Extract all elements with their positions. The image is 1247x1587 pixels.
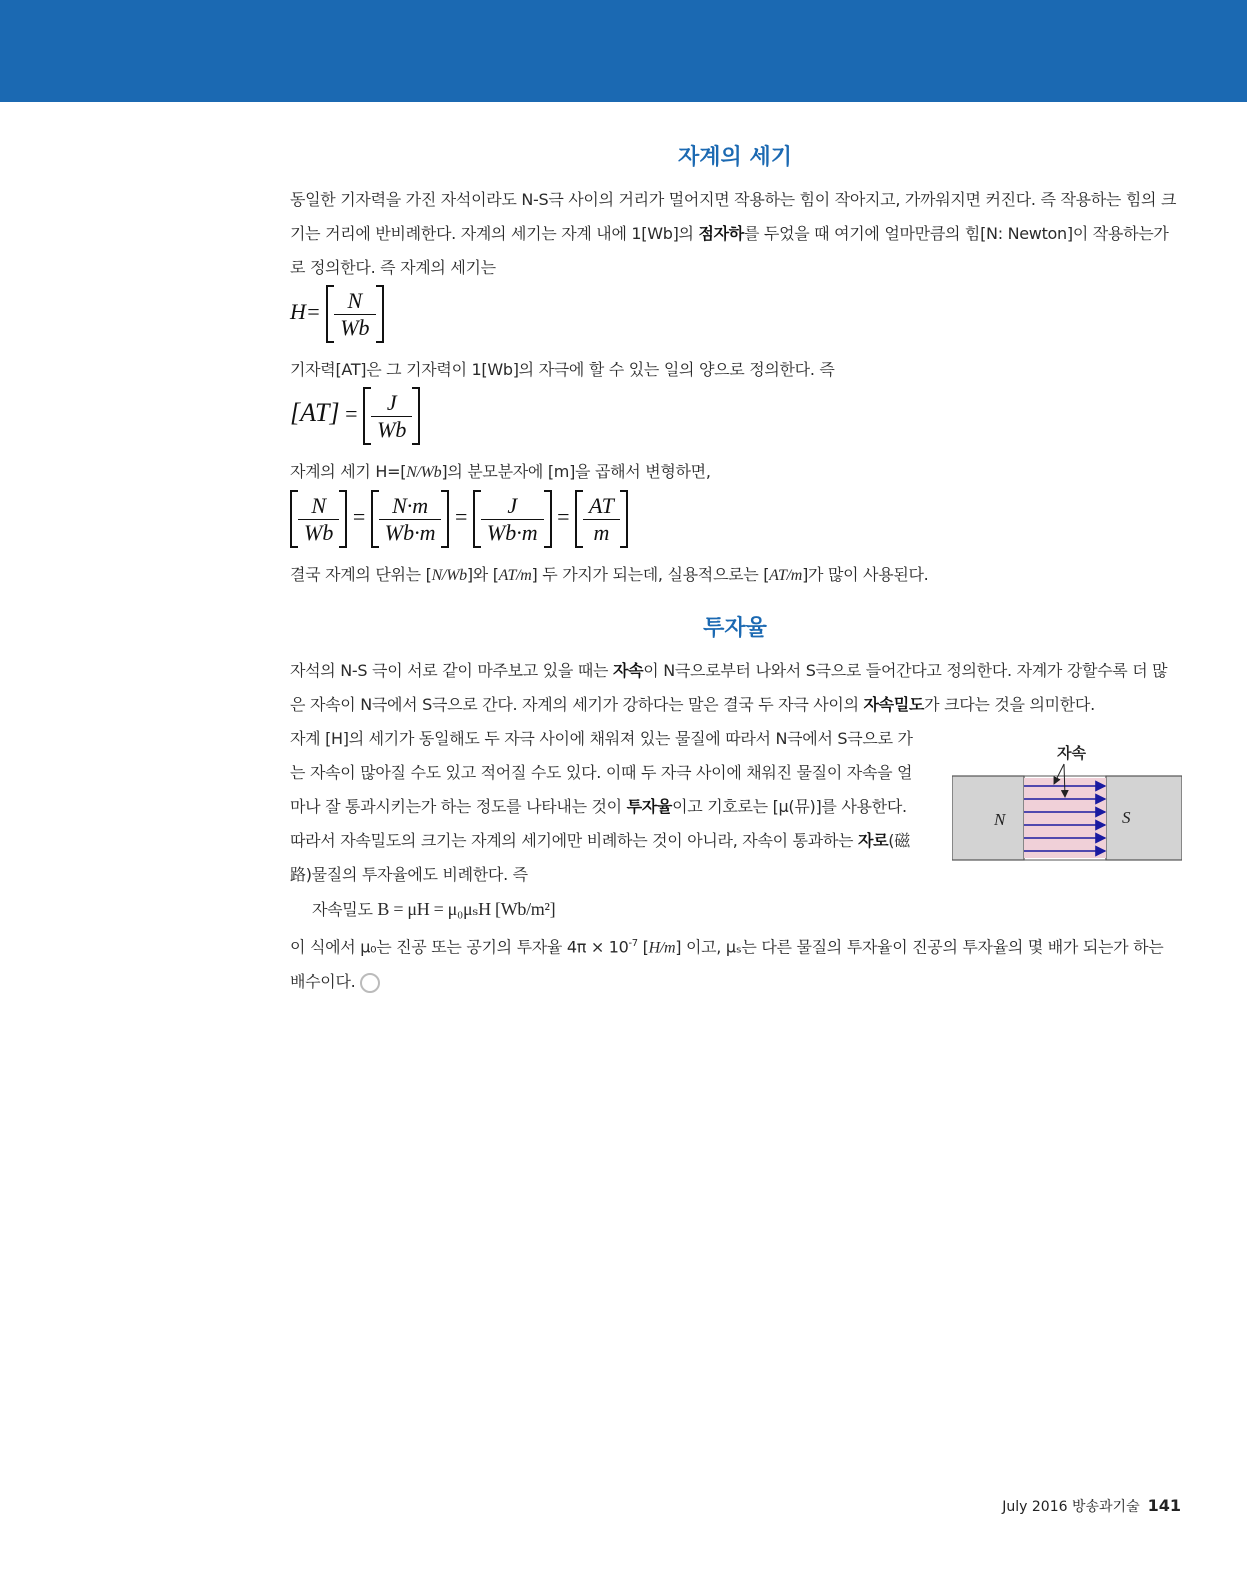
- eq-expression: B = μH = μ₀μₛH [Wb/m²]: [377, 899, 556, 919]
- fraction-3: [481, 493, 544, 546]
- section-title-field-strength: 자계의 세기: [678, 145, 792, 170]
- n-pole-label: N: [994, 810, 1006, 829]
- text: 결국 자계의 단위는 [: [290, 565, 432, 584]
- footer-text: July 2016 방송과기술: [1002, 1499, 1140, 1515]
- numerator: N·m: [379, 493, 442, 520]
- fraction-1: [298, 493, 339, 546]
- unit: AT/m: [498, 567, 532, 584]
- bold-term: 자로: [857, 831, 889, 850]
- equation-h: [290, 285, 1180, 353]
- numerator: N: [334, 288, 375, 315]
- bracket-left: [326, 285, 334, 343]
- text: 이고 기호로는 [μ(뮤)]를 사용한다. 따라서 자속밀도의 크기는 자계의 세기에만 비례하는 것이 아니라, 자속이 통과하는: [290, 797, 907, 850]
- text: ] 이고, μₛ는 다른 물질의 투자율이 진공의 투자율의 몇 배가 되는가 하는 배수이다.: [290, 937, 1164, 992]
- eq-label: 자속밀도: [312, 900, 373, 919]
- numerator: AT: [583, 493, 620, 520]
- paragraph-2: 기자력[AT]은 그 기자력이 1[Wb]의 자극에 할 수 있는 일의 양으로 정의한다. 즉: [290, 360, 835, 379]
- bracket-left: [371, 490, 379, 548]
- spacer: [290, 593, 1180, 611]
- section-title-permeability: 투자율: [703, 616, 767, 641]
- numerator: J: [371, 390, 412, 417]
- text: 동일한 기자력을 가진 자석이라도 N-S극 사이의 거리가 멀어지면 작용하는 힘이 작아지고, 가까워지면 커진다. 즉 작용하는 힘의 크기는 거리에 반비례한다. 자계의 세기는 자계 내에 1[Wb]의: [290, 190, 1177, 243]
- unit: AT/m: [769, 567, 803, 584]
- fraction: [371, 390, 412, 443]
- text: 자계의 세기 H=[: [290, 462, 407, 481]
- equation-chain: [290, 490, 1180, 558]
- at-symbol: AT: [300, 398, 330, 428]
- bracket-left: [363, 387, 371, 445]
- text: (磁路)물질의 투자율에도 비례한다. 즉: [290, 831, 910, 884]
- paragraph-4: [290, 558, 1180, 593]
- paragraph-6: [290, 722, 920, 892]
- numerator: J: [481, 493, 544, 520]
- header-bar: [0, 0, 1247, 102]
- bold-term: 자속밀도: [863, 695, 925, 714]
- equation-flux-density: [290, 892, 1180, 927]
- text: 자석의 N-S 극이 서로 같이 마주보고 있을 때는: [290, 661, 613, 680]
- bracket-right: [376, 285, 384, 343]
- article-content: [290, 140, 1180, 999]
- exponent: -7: [628, 938, 638, 949]
- bracket-left: [473, 490, 481, 548]
- equals: =: [557, 504, 570, 530]
- fraction-2: [379, 493, 442, 546]
- bracket-left: [575, 490, 583, 548]
- magnet-diagram-svg: [952, 740, 1182, 870]
- page-footer: [1002, 1496, 1181, 1516]
- text: [: [637, 937, 649, 957]
- n-pole-block: [952, 776, 1024, 860]
- unit: H/m: [648, 939, 676, 957]
- text: 가 크다는 것을 의미한다.: [924, 695, 1095, 714]
- text: ] 두 가지가 되는데, 실용적으로는 [: [531, 565, 770, 584]
- denominator: Wb: [304, 519, 334, 545]
- fraction-4: [583, 493, 620, 546]
- equals: =: [345, 401, 358, 427]
- eq-lhs: H=: [290, 299, 321, 325]
- text: ]가 많이 사용된다.: [802, 565, 929, 584]
- bold-term: 점자하: [698, 224, 744, 243]
- denominator: Wb: [377, 416, 407, 442]
- paragraph-3: [290, 455, 1180, 490]
- numerator: N: [298, 493, 339, 520]
- bracket-right: [339, 490, 347, 548]
- text: ]와 [: [466, 565, 499, 584]
- eq-lhs: [AT]: [290, 398, 340, 428]
- flux-label: 자속: [1057, 744, 1086, 762]
- bracket-right: [441, 490, 449, 548]
- s-pole-block: [1106, 776, 1182, 860]
- s-pole-label: S: [1122, 808, 1131, 827]
- bold-term: 자속: [612, 661, 644, 680]
- denominator: Wb·m: [486, 519, 538, 545]
- denominator: Wb·m: [384, 519, 436, 545]
- bracket-right: [620, 490, 628, 548]
- text: 를 두었을 때 여기에 얼마만큼의 힘[N: Newton]이 작용하는가로 정의한다. 즉 자계의 세기는: [290, 224, 1169, 277]
- page-number: 141: [1147, 1496, 1181, 1515]
- unit: N/Wb: [406, 464, 442, 481]
- fraction: [334, 288, 375, 341]
- unit: N/Wb: [431, 567, 467, 584]
- bracket-right: [544, 490, 552, 548]
- bold-term: 투자율: [626, 797, 673, 816]
- paragraph-5: [290, 654, 1180, 722]
- text: 이 N극으로부터 나와서 S극으로 들어간다고 정의한다. 자계가 강할수록 더 많은 자속이 N극에서 S극으로 간다. 자계의 세기가 강하다는 말은 결국 두 자극 사이의: [290, 661, 1168, 714]
- denominator: m: [593, 519, 610, 545]
- text: ]의 분모분자에 [m]을 곱해서 변형하면,: [441, 462, 711, 481]
- text: 자계 [H]의 세기가 동일해도 두 자극 사이에 채워져 있는 물질에 따라서 N극에서 S극으로 가는 자속이 많아질 수도 있고 적어질 수도 있다. 이때 두 자극 사이에 채워진 물질이 자속을 얼마나 잘 통과시키는가 하는 정도를 나타내는 것이: [290, 729, 913, 816]
- bracket-left: [290, 490, 298, 548]
- equation-at: [290, 387, 1180, 455]
- bracket-right: [412, 387, 420, 445]
- end-mark-icon: [360, 973, 380, 993]
- equals: =: [352, 504, 366, 530]
- text: 이 식에서 μ₀는 진공 또는 공기의 투자율 4π × 10: [290, 937, 629, 957]
- denominator: Wb: [340, 314, 370, 340]
- magnet-flux-diagram: [952, 740, 1182, 870]
- paragraph-7: [290, 927, 1180, 999]
- equals: =: [454, 504, 468, 530]
- paragraph-1: [290, 183, 1180, 285]
